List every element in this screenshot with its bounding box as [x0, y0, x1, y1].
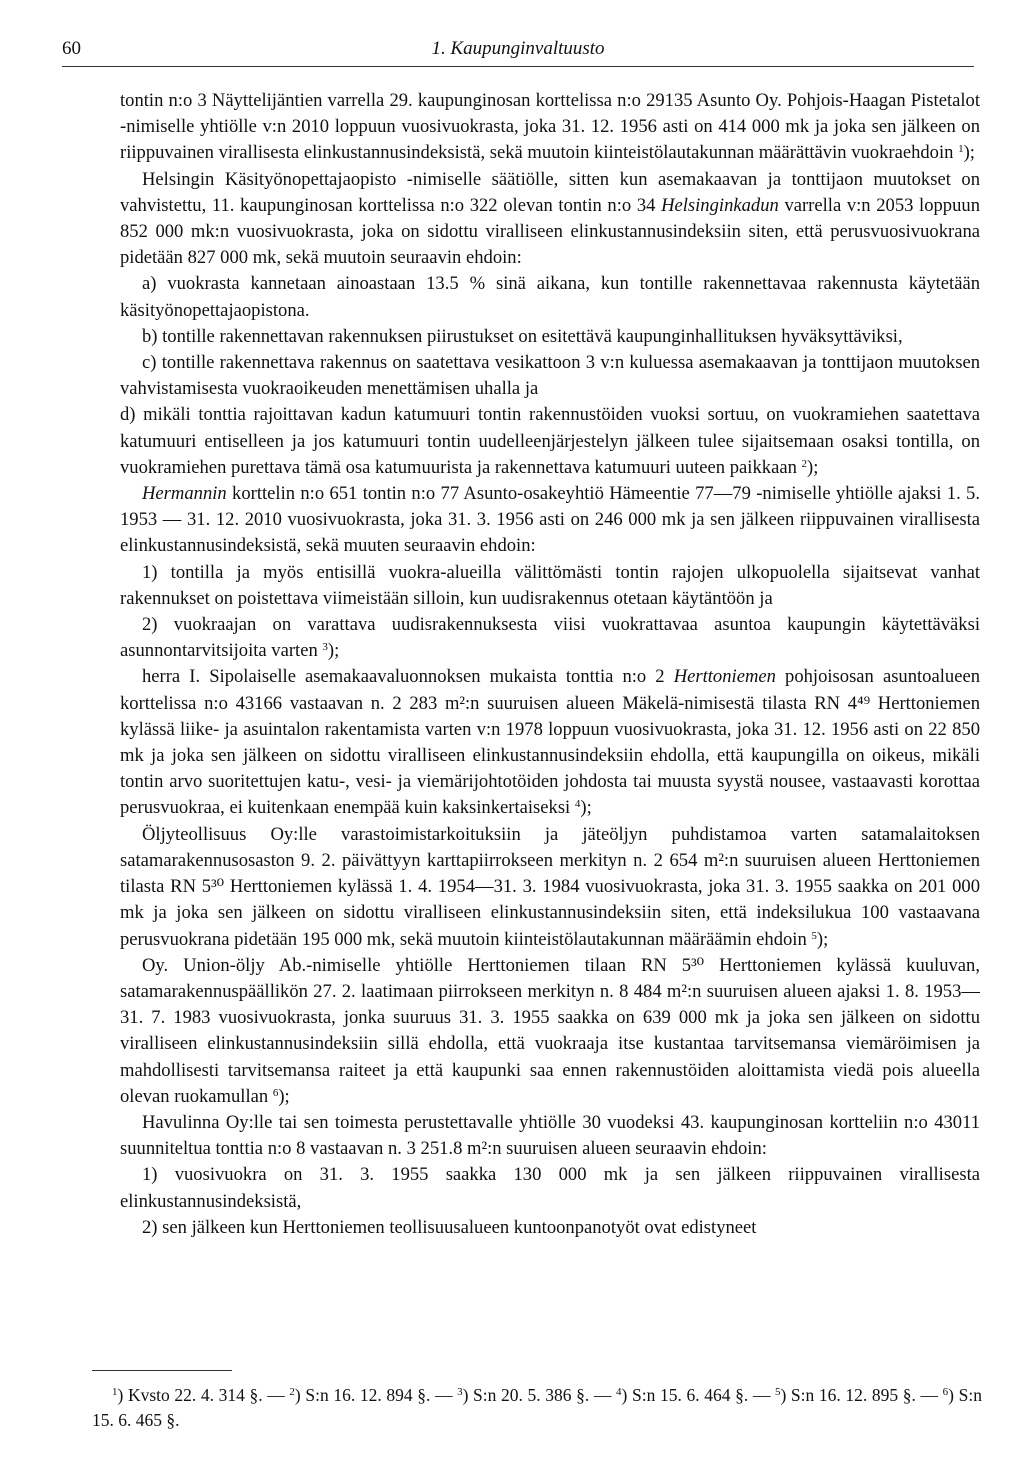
footnote-text: S:n 16. 12. 895 §. — [786, 1385, 943, 1405]
paragraph [120, 664, 980, 821]
footnote-text: S:n 15. 6. 465 §. [92, 1385, 982, 1430]
paragraph-text: ); [816, 928, 829, 950]
footnote-text: Kvsto 22. 4. 314 §. — [123, 1385, 290, 1405]
paragraph-text: 2) vuokraajan on varattava uudisrakennuksesta viisi vuokrattavaa asuntoa kaupungin käytettäväksi asunnontarvitsijoita varten [120, 614, 980, 662]
footnote-ref: 2 [801, 457, 808, 470]
paragraph-text: b) tontille rakennettavan rakennuksen piirustukset on esitettävä kaupunginhallituksen hyväksyttäviksi, [142, 325, 903, 347]
footnote-ref: 5 [811, 929, 817, 942]
footnote-mark: 1 [112, 1386, 118, 1398]
paragraph [120, 560, 980, 612]
paragraph [120, 1162, 980, 1214]
paragraph-text: a) vuokrasta kannetaan ainoastaan 13.5 % sinä aikana, kun tontille rakennettavaa rakennusta käytetään käsityönopettajaopistona. [120, 273, 980, 321]
paragraph [120, 481, 980, 560]
paragraph-text: 1) vuosivuokra on 31. 3. 1955 saakka 130 000 mk ja sen jälkeen riippuvainen virallisesta elinkustannusindeksistä, [120, 1164, 980, 1212]
footnote-text: S:n 16. 12. 894 §. — [300, 1385, 458, 1405]
paragraph-text: ); [963, 142, 975, 164]
paragraph-text: ); [580, 797, 592, 819]
paragraph-text: Havulinna Oy:lle tai sen toimesta perustettavalle yhtiölle 30 vuodeksi 43. kaupunginosan kortteliin n:o 43011 suunniteltua tonttia n:o 8 vastaavan n. 3 251.8 m²:n suuruisen alueen seuraavin ehdoin: [120, 1111, 980, 1160]
footnote-text: S:n 15. 6. 464 §. — [627, 1385, 775, 1405]
footnote-mark: 2 [289, 1386, 295, 1398]
paragraph-text: Helsingin Käsityönopettajaopisto -nimiselle säätiölle, sitten kun asemakaavan ja tonttijaon muutokset on vahvistettu, 11. kaupunginosan korttelissa n:o 322 olevan tontin n:o 34 [120, 168, 980, 216]
footnote-mark: 5 [774, 1386, 781, 1398]
paragraph-text: tontin n:o 3 Näyttelijäntien varrella 29. kaupunginosan korttelissa n:o 29135 Asunto Oy. Pohjois-Haagan Pistetalot -nimiselle yhtiölle v:n 2010 loppuun vuosivuokrasta, joka 31. 12. 1956 asti on 414 000 mk ja joka sen jälkeen on riippuvainen virallisesta elinkustannusindeksistä, sekä muutoin kiinteistölautakunnan määrättävin vuokraehdoin [120, 90, 980, 164]
footnote-mark: 3 [457, 1386, 463, 1398]
paragraph [120, 324, 980, 350]
footnote-divider [92, 1370, 232, 1371]
paragraph-text: pohjoisosan asuntoalueen korttelissa n:o 43166 vastaavan n. 2 283 m²:n suuruisen alueen Mäkelä-nimisestä tilasta RN 4⁴⁹ Herttoniemen kylässä liike- ja asuintalon rakentamista varten v:n 1978 loppuun vuosivuokrasta, joka 31. 12. 1956 asti on 22 850 mk ja joka sen jälkeen on sidottu viralliseen elinkustannusindeksiin ehdolla, että kaupungilla on oikeus, mikäli tontin arvo suoritettujen katu-, vesi- ja viemärijohtotöiden johdosta tai muusta syystä nousee, vastaavasti korottaa perusvuokraa, ei kuitenkaan enempää kuin kaksinkertaiseksi [120, 666, 981, 819]
footnote-paren: ) [621, 1385, 628, 1405]
footnote-ref: 1 [958, 143, 964, 156]
paragraph-text: korttelin n:o 651 tontin n:o 77 Asunto-osakeyhtiö Hämeentie 77—79 -nimiselle yhtiölle ajaksi 1. 5. 1953 — 31. 12. 2010 vuosivuokrasta, joka 31. 3. 1956 asti on 246 000 mk ja sen jälkeen riippuvainen virallisesta elinkustannusindeksistä, sekä muuten seuraavin ehdoin: [120, 483, 980, 557]
footnote-paren: ) [948, 1385, 954, 1405]
paragraph [120, 88, 980, 167]
footnote-ref: 6 [272, 1086, 279, 1099]
paragraph-text: herra I. Sipolaiselle asemakaavaluonnoksen mukaista tonttia n:o 2 [142, 666, 674, 688]
paragraph-text: d) mikäli tonttia rajoittavan kadun katumuuri tontin rakennustöiden vuoksi sortuu, on vuokramiehen saatettava katumuuri entiselleen ja jos katumuuri tontin uudelleenjärjestelyn jälkeen tulee sijaitsemaan osaksi tontilla, on vuokramiehen purettava tämä osa katumuurista ja rakennettava katumuuri uuteen paikkaan [120, 404, 980, 478]
footnote-paren: ) [780, 1385, 787, 1405]
paragraph [120, 953, 980, 1110]
page-number: 60 [62, 38, 81, 59]
paragraph-text: 2) sen jälkeen kun Herttoniemen teollisuusalueen kuntoonpanotyöt ovat edistyneet [142, 1216, 757, 1238]
footnote-mark: 6 [942, 1386, 949, 1398]
footnote-paren: ) [462, 1385, 469, 1405]
header-divider [62, 66, 974, 67]
body-text [120, 88, 980, 1241]
paragraph-text: varrella v:n 2053 loppuun 852 000 mk:n vuosivuokrasta, joka on sidottu viralliseen elinkustannusindeksiin siten, että perusvuosivuokrana pidetään 827 000 mk, sekä muutoin seuraavin ehdoin: [120, 194, 980, 269]
paragraph-text: Öljyteollisuus Oy:lle varastoimistarkoituksiin ja jäteöljyn puhdistamoa varten satamalaitoksen satamarakennusosaston 9. 2. päivättyyn karttapiirrokseen merkityn n. 2 654 m²:n suuruisen alueen Herttoniemen tilasta RN 5³⁰ Herttoniemen kylässä 1. 4. 1954—31. 3. 1984 vuosivuokrasta, joka 31. 3. 1955 saakka on 201 000 mk ja joka sen jälkeen on sidottu viralliseen elinkustannusindeksiin siten, että indeksilukua 100 vastaavana perusvuokrana pidetään 195 000 mk, sekä muutoin kiinteistölautakunnan määräämin ehdoin [120, 823, 980, 950]
footnote-ref: 4 [574, 798, 581, 811]
footnotes [92, 1383, 982, 1433]
paragraph-text: ); [278, 1085, 290, 1107]
paragraph-text: c) tontille rakennettava rakennus on saatettava vesikattoon 3 v:n kuluessa asemakaavan ja tonttijaon muutoksen vahvistamisesta vuokraoikeuden menettämisen uhalla ja [120, 352, 980, 400]
footnote-paren: ) [294, 1385, 301, 1405]
place-name: Hermannin [142, 483, 227, 505]
place-name: Helsinginkadun [661, 194, 779, 216]
paragraph [120, 350, 980, 402]
paragraph [120, 167, 980, 272]
footnote-paren: ) [117, 1385, 124, 1405]
footnote-text: S:n 20. 5. 386 §. — [468, 1385, 617, 1405]
place-name: Herttoniemen [673, 666, 776, 688]
paragraph-text: Oy. Union-öljy Ab.-nimiselle yhtiölle Herttoniemen tilaan RN 5³⁰ Herttoniemen kylässä kuuluvan, satamarakennuspäällikön 27. 2. laatimaan piirrokseen merkityn n. 8 484 m²:n suuruisen alueen ajaksi 1. 8. 1953—31. 7. 1983 vuosivuokrasta, jonka suuruus 31. 3. 1955 saakka on 639 000 mk ja joka sen jälkeen on sidottu viralliseen elinkustannusindeksiin sillä ehdolla, että vuokraaja itse kustantaa tarvitsemansa viemäröimisen ja mahdollisesti tarvitsemansa raiteet ja että kaupunki saa ennen rakennustöiden aloittamista viedä pois alueella olevan ruokamullan [120, 954, 980, 1107]
footnote-mark: 4 [616, 1386, 622, 1398]
paragraph-text: ); [807, 456, 819, 478]
page-header [62, 38, 974, 68]
running-title: 1. Kaupunginvaltuusto [431, 38, 605, 59]
paragraph [120, 1110, 980, 1162]
paragraph [120, 402, 980, 481]
footnote-ref: 3 [322, 641, 328, 654]
paragraph [120, 822, 980, 953]
paragraph-text: 1) tontilla ja myös entisillä vuokra-alueilla välittömästi tontin rajojen ulkopuolella sijaitsevat vanhat rakennukset on poistettava viimeistään silloin, kun uudisrakennus otetaan käytäntöön ja [120, 561, 980, 609]
paragraph [120, 271, 980, 323]
paragraph-text: ); [327, 640, 340, 662]
paragraph [120, 1215, 980, 1241]
paragraph [120, 612, 980, 664]
